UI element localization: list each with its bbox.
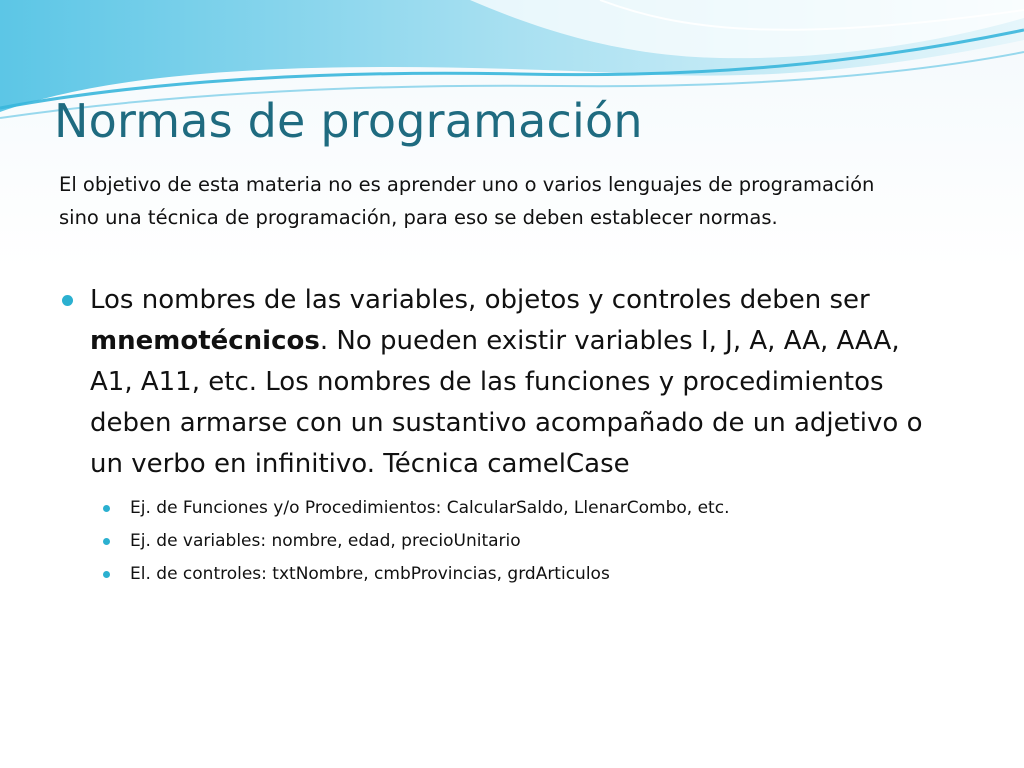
sub-item-text: Ej. de Funciones y/o Procedimientos: CalcularSaldo, LlenarCombo, etc. xyxy=(130,498,730,518)
bullet-text-after: . No pueden existir variables I, J, A, AA, AAA, A1, A11, etc. Los nombres de las funciones y procedimientos deben armarse con un sustantivo acompañado de un adjetivo o un verbo en infinitivo. Técnica camelCase xyxy=(90,326,923,479)
sub-item-text: El. de controles: txtNombre, cmbProvincias, grdArticulos xyxy=(130,564,610,584)
sub-item-text: Ej. de variables: nombre, edad, precioUnitario xyxy=(130,531,521,551)
bullet-bold-term: mnemotécnicos xyxy=(90,326,320,356)
bullet-text-before: Los nombres de las variables, objetos y controles deben ser xyxy=(90,285,870,315)
intro-paragraph: El objetivo de esta materia no es aprender uno o varios lenguajes de programación sino una técnica de programación, para eso se deben establecer normas. xyxy=(59,173,875,229)
bullet-icon xyxy=(103,538,110,545)
list-item xyxy=(0,280,950,591)
list-item xyxy=(90,558,950,591)
bullet-icon xyxy=(62,295,73,306)
bullet-icon xyxy=(103,571,110,578)
sub-bullet-list xyxy=(90,492,950,591)
bullet-icon xyxy=(103,505,110,512)
list-item xyxy=(90,492,950,525)
bullet-list xyxy=(0,280,1024,591)
slide-title: Normas de programación xyxy=(54,94,643,148)
list-item xyxy=(90,525,950,558)
